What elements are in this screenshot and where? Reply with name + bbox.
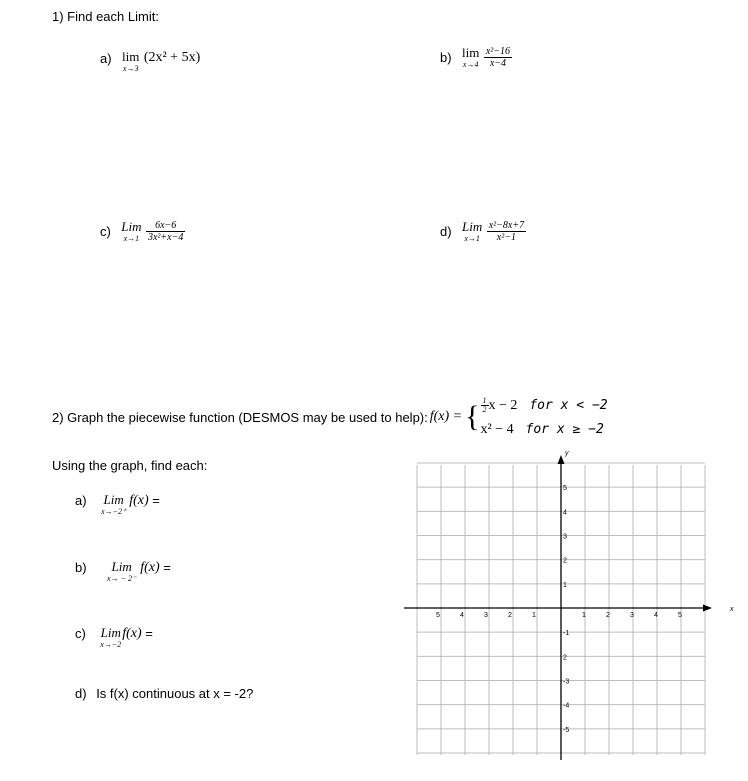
q2-prompt: 2) Graph the piecewise function (DESMOS may be used to help): [52,409,428,425]
q2c-lim-sub: x→−2 [100,640,122,649]
y-tick-label: -1 [563,630,570,638]
q2b-lim-word: Lim [111,559,132,574]
q2b-equals: = [159,560,171,575]
q1c-label: c) [100,224,111,239]
x-tick-label: 2 [606,612,610,619]
q2a-equals: = [148,493,160,508]
q1d-numerator: x²−8x+7 [488,220,525,231]
y-axis-label: y [565,450,569,457]
y-tick-label: 2 [563,654,567,662]
piece-2-condition: for x ≥ −2 [525,422,604,437]
q1a-lim-word: lim [122,49,140,64]
q1b-lim-sub: x→4 [462,60,479,69]
q2-using-graph: Using the graph, find each: [52,458,208,473]
y-axis-arrow-icon [558,455,565,464]
piecewise-brace: { [465,400,480,433]
x-tick-label: 1 [582,612,586,619]
q2a-lim-word: Lim [103,492,124,507]
tick-labels [436,485,682,734]
piece-1-expr: x − 2 [488,398,518,413]
q1b-denominator: x−4 [489,58,506,69]
q1b-numerator: x²−16 [485,46,510,57]
q2b-lim-sub: x→ − 2⁻ [107,574,137,583]
q1a-label: a) [100,51,112,66]
x-tick-label: 4 [460,612,464,619]
y-tick-label: -4 [563,702,570,710]
q1c-denominator: 3x²+x−4 [147,232,184,243]
y-tick-label: 2 [563,557,567,565]
q1a-expr: (2x² + 5x) [143,50,201,65]
piece-2-expr: x² − 4 [480,422,514,437]
q1d-lim-sub: x→1 [464,234,480,243]
y-tick-label: -5 [563,726,570,734]
q2d-text: Is f(x) continuous at x = -2? [96,686,254,701]
q2c-lim-word: Lim [100,625,121,640]
x-tick-label: 2 [508,612,512,619]
q2c-label: c) [75,626,86,641]
x-tick-label: 3 [630,612,634,619]
piece-1-coef-num: 1 [482,395,487,405]
y-tick-label: -3 [563,678,570,686]
axes [404,450,734,760]
q2d-label: d) [75,686,87,701]
q1d-denominator: x²−1 [496,232,516,243]
piece-1-condition: for x < −2 [529,398,608,413]
q1a-lim-sub: x→3 [122,64,139,73]
q2a-label: a) [75,493,87,508]
q1b-lim-word: lim [462,45,480,60]
x-tick-label: 5 [436,612,440,619]
q1d-label: d) [440,224,452,239]
q2b-fx: f(x) [140,560,160,575]
y-tick-label: 4 [563,509,567,517]
q2-fx: f(x) = [429,409,463,424]
x-axis-arrow-icon [703,605,712,612]
q1c-lim-word: Lim [121,219,142,234]
q2c-fx: f(x) [122,626,142,641]
x-tick-label: 3 [484,612,488,619]
q2a-fx: f(x) [129,493,149,508]
y-tick-label: 1 [563,581,567,589]
q2b-label: b) [75,560,87,575]
y-tick-label: 5 [563,485,567,493]
piece-1-coef-den: 2 [482,404,487,414]
q1b-label: b) [440,50,452,65]
q2c-equals: = [141,626,153,641]
x-tick-label: 4 [654,612,658,619]
q2a-lim-sub: x→−2⁺ [101,507,127,516]
q1c-numerator: 6x−6 [146,220,185,232]
x-tick-label: 5 [678,612,682,619]
x-tick-label: 1 [532,612,536,619]
q1d-lim-word: Lim [462,219,483,234]
q1c-lim-sub: x→1 [123,234,140,243]
y-tick-label: 3 [563,533,567,541]
q1-title: 1) Find each Limit: [52,9,159,24]
x-axis-label: x [730,606,734,613]
